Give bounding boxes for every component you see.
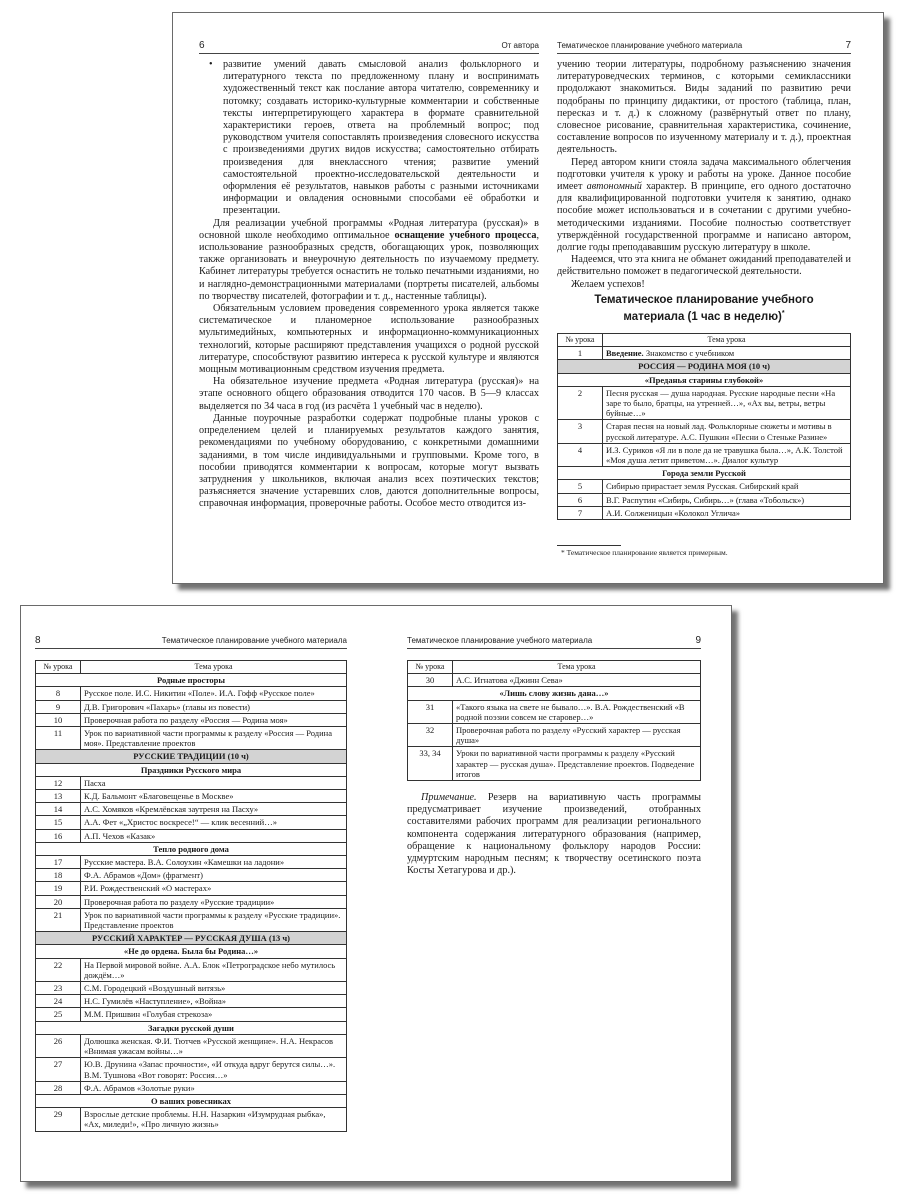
- table-row: [408, 747, 701, 781]
- lesson-number: 13: [36, 790, 81, 803]
- lesson-topic-text: Пасха: [84, 777, 106, 788]
- lesson-topic-text: А.С. Игнатова «Джинн Сева»: [456, 675, 563, 686]
- column-header-num: № урока: [36, 661, 81, 674]
- table-row: [36, 982, 347, 995]
- table-header-row: [36, 661, 347, 674]
- subsection-heading: Праздники Русского мира: [36, 763, 347, 776]
- lesson-number: 15: [36, 816, 81, 829]
- table-row: [558, 493, 851, 506]
- section-title-line: Тематическое планирование учебного: [594, 294, 814, 306]
- note-block: [407, 792, 701, 877]
- lesson-topic-text: Долюшка женская. Ф.И. Тютчев «Русской женщине». Н.А. Некрасов «Внимая ужасам войны…»: [84, 1035, 334, 1057]
- lesson-number: 14: [36, 803, 81, 816]
- lesson-number: 26: [36, 1034, 81, 1057]
- table-row: [36, 816, 347, 829]
- lesson-topic: [81, 687, 347, 700]
- bullet-icon: •: [209, 59, 213, 70]
- lesson-topic: [81, 958, 347, 981]
- lesson-plan-table: [557, 333, 851, 520]
- footnote-divider: [557, 545, 621, 546]
- paragraph-text: характер. В принципе, его одного достаточно для квалифицированной подготовки учителя к занятию, однако пособие может использоваться и в сочетании с другими учебно-методическими изданиями. Пособие полностью соответствует утверждённой государственной программе и написано автором, долгие годы преподававшим русскую литературу в школе.: [557, 181, 851, 254]
- lesson-number: 31: [408, 700, 453, 723]
- table-row: [36, 1081, 347, 1094]
- lesson-topic: [81, 727, 347, 750]
- running-header: Тематическое планирование учебного материала: [161, 636, 347, 645]
- paragraph: На обязательное изучение предмета «Родная литература (русская)» на этапе основного общего образования отводится 170 часов. В 5—9 классах выделяется по 34 часа в год (из расчёта 1 учебный час в неделю).: [199, 376, 539, 412]
- lesson-topic-text: Взрослые детские проблемы. Н.Н. Назаркин «Изумрудная рыбка», «Ах, миледи!», «Про личную жизнь»: [84, 1109, 326, 1130]
- subsection-row: [558, 373, 851, 386]
- subsection-row: [36, 842, 347, 855]
- subsection-heading: «Не до ордена. Была бы Родина…»: [36, 945, 347, 958]
- lesson-plan-table-container: [35, 660, 347, 1132]
- paragraph: Обязательным условием проведения современного урока является также систематическое и планомерное использование разнообразных мультимедийных, компьютерных и информационно-коммуникационных технологий, которые расширяют представления учащихся о родной русской литературе, способствуют развитию интереса к русской культуре и являются мощным мотивационным средством изучения предмета.: [199, 303, 539, 376]
- paragraph-text: Для реализации учебной программы «Родная литература (русская)» в основной школе необходимо оптимальное: [199, 217, 539, 241]
- table-row: [36, 713, 347, 726]
- page-number: 6: [199, 40, 205, 51]
- lesson-topic: [453, 747, 701, 781]
- lesson-topic-text: К.Д. Бальмонт «Благовещенье в Москве»: [84, 791, 234, 802]
- lesson-topic: [603, 420, 851, 443]
- paragraph: Надеемся, что эта книга не обманет ожиданий преподавателей и действительно поможет в педагогической деятельности.: [557, 254, 851, 278]
- lesson-number: 28: [36, 1081, 81, 1094]
- lesson-number: 23: [36, 982, 81, 995]
- paragraph: Желаем успехов!: [571, 278, 645, 290]
- lesson-topic: [603, 347, 851, 360]
- lesson-number: 30: [408, 674, 453, 687]
- book-spread-pages-8-9: [20, 605, 732, 1182]
- paragraph: [199, 218, 539, 303]
- lesson-number: 16: [36, 829, 81, 842]
- lesson-number: 6: [558, 493, 603, 506]
- lesson-number: 27: [36, 1058, 81, 1081]
- lesson-topic-text: Русское поле. И.С. Никитин «Поле». И.А. Гофф «Русское поле»: [84, 688, 315, 699]
- table-row: [558, 506, 851, 519]
- subsection-row: [36, 945, 347, 958]
- lesson-plan-table-container: [407, 660, 701, 781]
- table-row: [558, 347, 851, 360]
- section-row: [558, 360, 851, 373]
- table-row: [36, 958, 347, 981]
- lesson-number: 8: [36, 687, 81, 700]
- lesson-topic: [81, 829, 347, 842]
- lesson-topic: [81, 713, 347, 726]
- lesson-topic: [81, 700, 347, 713]
- table-row: [558, 420, 851, 443]
- page-header: [35, 636, 347, 649]
- column-header-num: № урока: [558, 334, 603, 347]
- paragraph-text: Перед автором книги стояла задача максимального облегчения подготовки учителя к уроку и работы на уроке. Данное пособие имеет: [557, 156, 851, 193]
- subsection-heading: Города земли Русской: [558, 467, 851, 480]
- lesson-topic: [603, 386, 851, 420]
- lesson-topic-text: Урок по вариативной части программы к разделу «Россия — Родина моя». Представление проектов: [84, 728, 332, 749]
- lesson-number: 2: [558, 386, 603, 420]
- lesson-topic-bold: Введение.: [606, 348, 644, 359]
- section-title: [557, 293, 851, 324]
- table-row: [36, 790, 347, 803]
- column-header-num: № урока: [408, 661, 453, 674]
- running-header: Тематическое планирование учебного материала: [557, 41, 743, 50]
- lesson-number: 11: [36, 727, 81, 750]
- lesson-number: 7: [558, 506, 603, 519]
- page-header: [557, 41, 851, 54]
- lesson-topic: [603, 506, 851, 519]
- lesson-topic-text: Н.С. Гумилёв «Наступление», «Война»: [84, 996, 227, 1007]
- lesson-topic: [453, 700, 701, 723]
- note-paragraph: [407, 792, 701, 877]
- book-spread-pages-6-7: [172, 12, 884, 584]
- lesson-number: 24: [36, 995, 81, 1008]
- page-body: [199, 59, 539, 511]
- subsection-heading: Тепло родного дома: [36, 842, 347, 855]
- lesson-topic-text: А.С. Хомяков «Кремлёвская заутреня на Пасху»: [84, 804, 259, 815]
- table-row: [36, 727, 347, 750]
- lesson-number: 9: [36, 700, 81, 713]
- paragraph: [557, 157, 851, 255]
- paragraph: Данные поурочные разработки содержат подробные планы уроков с определением целей и планируемых результатов каждого занятия, рекомендациями по учебному оборудованию, с конкретными домашними заданиями, в том числе индивидуальными и групповыми. Кроме того, в пособии приводятся комментарии к вопросам, которые могут вызвать затруднения у школьников, включая анализ всех поэтических текстов; разъясняется значение устаревших слов, даются дополнительные вопросы, справочная информация, проверочные работы. Особое место отводится из-: [199, 412, 539, 510]
- subsection-row: [36, 674, 347, 687]
- page-header: [199, 41, 539, 54]
- lesson-plan-table: [407, 660, 701, 781]
- lesson-topic-text: Русские мастера. В.А. Солоухин «Камешки на ладони»: [84, 857, 285, 868]
- section-heading: РУССКИЕ ТРАДИЦИИ (10 ч): [36, 750, 347, 763]
- lesson-topic-text: Урок по вариативной части программы к разделу «Русские традиции». Представление проектов: [84, 909, 341, 931]
- section-title-line: материала (1 час в неделю): [623, 310, 782, 323]
- table-row: [36, 1058, 347, 1081]
- lesson-topic-text: Проверочная работа по разделу «Россия — Родина моя»: [84, 714, 288, 725]
- lesson-topic-text: А.П. Чехов «Казак»: [84, 830, 156, 841]
- lesson-topic: [81, 776, 347, 789]
- section-row: [36, 932, 347, 945]
- subsection-heading: Загадки русской души: [36, 1021, 347, 1034]
- lesson-topic: [453, 724, 701, 747]
- lesson-topic: [81, 856, 347, 869]
- footnote-marker: *: [781, 310, 785, 317]
- lesson-number: 32: [408, 724, 453, 747]
- lesson-topic: [603, 480, 851, 493]
- table-row: [408, 724, 701, 747]
- lesson-topic: [603, 493, 851, 506]
- table-row: [36, 803, 347, 816]
- note-label: Примечание.: [421, 792, 477, 803]
- page-number: 7: [845, 40, 851, 51]
- table-row: [36, 882, 347, 895]
- lesson-topic-text: Р.И. Рождественский «О мастерах»: [84, 883, 212, 894]
- paragraph-text: , использование разнообразных средств, обогащающих урок, позволяющих также организовать и внеурочную деятельность по изучаемому предмету. Кабинет литературы требуется оснастить не только печатными изданиями, но и наглядно-демонстрационными материалами (портреты писателей, альбомы по творчеству писателей, фотографии и т. д., настенные таблицы).: [199, 229, 539, 302]
- subsection-row: [36, 763, 347, 776]
- lesson-topic: [81, 1008, 347, 1021]
- table-row: [558, 386, 851, 420]
- table-row: [36, 1034, 347, 1057]
- lesson-topic-text: Ю.В. Друнина «Запас прочности», «И откуда вдруг берутся силы…». В.М. Тушнова «Вот говорят: Россия…»: [84, 1059, 336, 1080]
- table-header-row: [558, 334, 851, 347]
- table-row: [408, 674, 701, 687]
- bullet-text: развитие умений давать смысловой анализ фольклорного и литературного текста по предложенному плану и воспринимать художественный текст как послание автора читателю, современнику и потомку; создавать историко-культурные комментарии и собственные тексты интерпретирующего характера в формате сравнительной характеристики героев, ответа на проблемный вопрос; под руководством учителя сопоставлять произведения словесного искусства с произведениями других видов искусства; самостоятельно отбирать произведения для внеклассного чтения; развитие умений самостоятельной проектно-исследовательской деятельности и оформления её результатов, навыков работы с разными источниками информации и овладения основными способами её обработки и презентации.: [223, 59, 539, 217]
- lesson-topic: [81, 908, 347, 931]
- lesson-topic: [81, 869, 347, 882]
- lesson-topic: [81, 995, 347, 1008]
- lesson-topic-text: Ф.А. Абрамов «Дом» (фрагмент): [84, 870, 203, 881]
- page-number: 8: [35, 635, 41, 646]
- lesson-topic-text: В.Г. Распутин «Сибирь, Сибирь…» (глава «Тобольск»): [606, 494, 805, 505]
- italic-text: автономный: [586, 181, 642, 193]
- note-text: Резерв на вариативную часть программы предусматривает изучение произведений, отобранных составителями рабочих программ для реализации регионального компонента содержания литературного образования (например, обращение к национальному фольклору народов России: удмуртским народным песням; к творчеству осетинского поэта Косты Хетагурова и др.).: [407, 792, 701, 877]
- lesson-topic-text: С.М. Городецкий «Воздушный витязь»: [84, 983, 226, 994]
- lesson-topic-text: Ф.А. Абрамов «Золотые руки»: [84, 1082, 195, 1093]
- table-row: [36, 908, 347, 931]
- section-heading: РОССИЯ — РОДИНА МОЯ (10 ч): [558, 360, 851, 373]
- table-row: [36, 856, 347, 869]
- lesson-topic: [81, 982, 347, 995]
- lesson-topic-text: Сибирью прирастает земля Русская. Сибирский край: [606, 481, 799, 492]
- lesson-topic-text: Д.В. Григорович «Пахарь» (главы из повести): [84, 701, 250, 712]
- lesson-topic: [81, 790, 347, 803]
- lesson-number: 17: [36, 856, 81, 869]
- lesson-number: 12: [36, 776, 81, 789]
- lesson-topic: [453, 674, 701, 687]
- lesson-number: 29: [36, 1108, 81, 1131]
- table-row: [36, 995, 347, 1008]
- subsection-row: [408, 687, 701, 700]
- table-row: [558, 443, 851, 466]
- paragraph: учению теории литературы, подробному разъяснению значения литературоведческих терминов, с которыми семиклассники продолжают знакомиться. Виды заданий по развитию речи подобраны по принципу дидактики, от простого (таблица, план, пересказ и т. д.) к сложному (развёрнутый ответ по плану, словесное рисование, сравнительная характеристика, сочинение, составление вопросов по изученному материалу и т. д.), проектная деятельность.: [557, 59, 851, 156]
- lesson-number: 10: [36, 713, 81, 726]
- lesson-plan-table: [35, 660, 347, 1132]
- table-row: [36, 895, 347, 908]
- lesson-topic: [81, 816, 347, 829]
- lesson-topic: [81, 803, 347, 816]
- table-row: [36, 1008, 347, 1021]
- column-header-topic: Тема урока: [603, 334, 851, 347]
- table-row: [36, 700, 347, 713]
- page-number: 9: [695, 635, 701, 646]
- lesson-number: 33, 34: [408, 747, 453, 781]
- lesson-number: 18: [36, 869, 81, 882]
- subsection-row: [36, 1021, 347, 1034]
- footnote: * Тематическое планирование является примерным.: [561, 548, 728, 557]
- lesson-topic-text: А.И. Солженицын «Колокол Углича»: [606, 507, 741, 518]
- lesson-topic-text: А.А. Фет «„Христос воскресе!“ — клик весенний…»: [84, 817, 277, 828]
- running-header: От автора: [501, 41, 539, 50]
- bold-text: оснащение учебного процесса: [394, 229, 537, 241]
- lesson-topic: [81, 1108, 347, 1131]
- bullet-item: [199, 59, 539, 218]
- lesson-topic-text: Проверочная работа по разделу «Русские традиции»: [84, 896, 275, 907]
- lesson-topic: [81, 1034, 347, 1057]
- subsection-row: [558, 467, 851, 480]
- lesson-number: 25: [36, 1008, 81, 1021]
- lesson-number: 1: [558, 347, 603, 360]
- lesson-topic: [603, 443, 851, 466]
- table-row: [558, 480, 851, 493]
- lesson-topic-text: Старая песня на новый лад. Фольклорные сюжеты и мотивы в русской литературе. А.С. Пушкин «Песни о Стеньке Разине»: [606, 421, 832, 442]
- lesson-topic-text: На Первой мировой войне. А.А. Блок «Петроградское небо мутилось дождём…»: [84, 959, 336, 980]
- page-header: [407, 636, 701, 649]
- table-row: [36, 829, 347, 842]
- section-row: [36, 750, 347, 763]
- lesson-number: 5: [558, 480, 603, 493]
- lesson-topic-text: «Такого языка на свете не бывало…». В.А. Рождественский «В родной поэзии совсем не старовер…»: [456, 701, 685, 722]
- table-row: [408, 700, 701, 723]
- running-header: Тематическое планирование учебного материала: [407, 636, 593, 645]
- page-body: [557, 59, 851, 291]
- lesson-topic: [81, 1081, 347, 1094]
- lesson-number: 4: [558, 443, 603, 466]
- lesson-number: 3: [558, 420, 603, 443]
- subsection-heading: «Лишь слову жизнь дана…»: [408, 687, 701, 700]
- lesson-topic-text: Проверочная работа по разделу «Русский характер — русская душа»: [456, 725, 681, 746]
- lesson-topic-text: Знакомство с учебником: [643, 348, 735, 359]
- lesson-number: 20: [36, 895, 81, 908]
- table-row: [36, 1108, 347, 1131]
- column-header-topic: Тема урока: [81, 661, 347, 674]
- column-header-topic: Тема урока: [453, 661, 701, 674]
- lesson-number: 22: [36, 958, 81, 981]
- section-heading: РУССКИЙ ХАРАКТЕР — РУССКАЯ ДУША (13 ч): [36, 932, 347, 945]
- lesson-number: 19: [36, 882, 81, 895]
- lesson-topic-text: М.М. Пришвин «Голубая стрекоза»: [84, 1009, 213, 1020]
- lesson-topic-text: Уроки по вариативной части программы к разделу «Русский характер — русская душа». Представление проектов. Подведение итогов: [456, 748, 695, 779]
- table-row: [36, 776, 347, 789]
- table-row: [36, 869, 347, 882]
- lesson-topic-text: И.З. Суриков «Я ли в поле да не травушка была…», А.К. Толстой «Моя душа летит приветом…». Диалог культур: [606, 444, 843, 466]
- lesson-number: 21: [36, 908, 81, 931]
- subsection-heading: Родные просторы: [36, 674, 347, 687]
- table-row: [36, 687, 347, 700]
- subsection-heading: О ваших ровесниках: [36, 1094, 347, 1107]
- lesson-plan-table-container: [557, 333, 851, 520]
- subsection-heading: «Преданья старины глубокой»: [558, 373, 851, 386]
- lesson-topic: [81, 895, 347, 908]
- subsection-row: [36, 1094, 347, 1107]
- lesson-topic: [81, 1058, 347, 1081]
- lesson-topic: [81, 882, 347, 895]
- lesson-topic-text: Песня русская — душа народная. Русские народные песни «На заре то было, братцы, на утренней…», «Ах вы, ветры, ветры буйные…»: [606, 387, 836, 419]
- table-header-row: [408, 661, 701, 674]
